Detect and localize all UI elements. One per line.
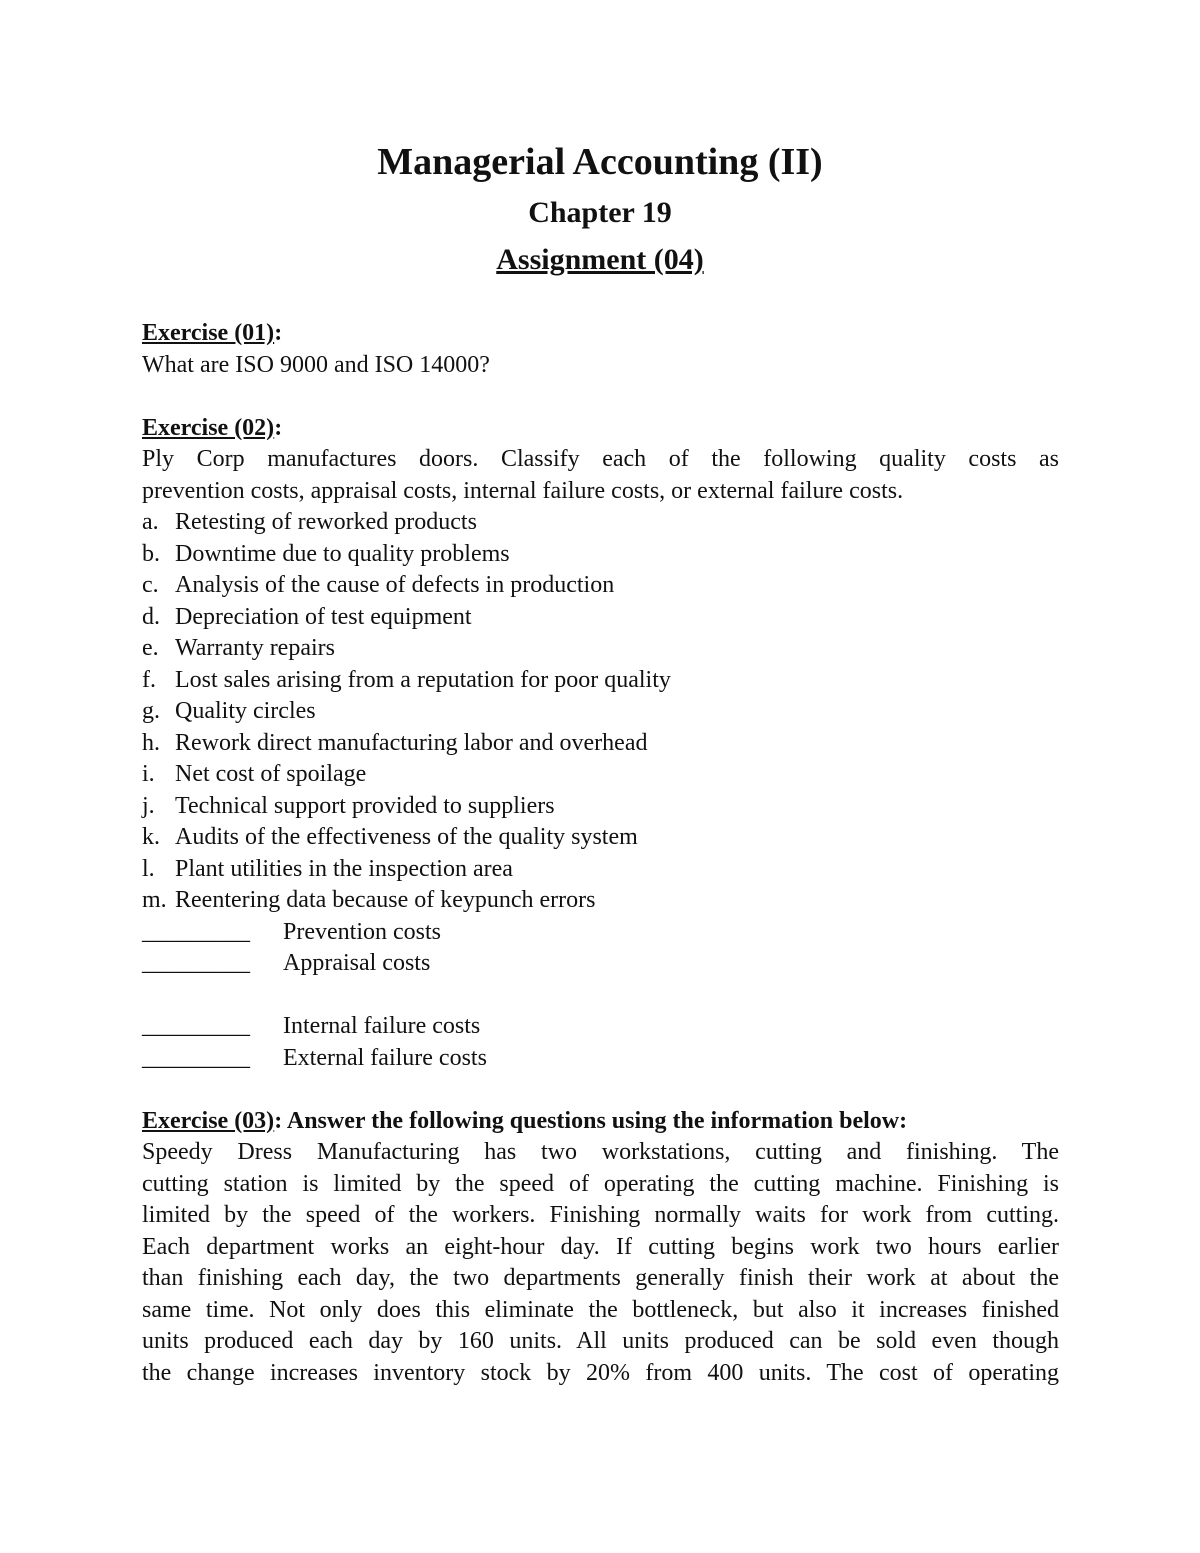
item-letter: i. bbox=[142, 761, 155, 787]
item-letter: j. bbox=[142, 792, 155, 819]
spacer bbox=[142, 1074, 1059, 1106]
item-text: Analysis of the cause of defects in production bbox=[175, 572, 615, 598]
exercise-01-colon: : bbox=[274, 320, 283, 346]
item-text: Reentering data because of keypunch errors bbox=[175, 887, 596, 913]
item-letter: f. bbox=[142, 666, 156, 693]
paragraph-line: Speedy Dress Manufacturing has two workstations, cutting and finishing. The bbox=[142, 1139, 1059, 1165]
answer-blank[interactable]: _________ bbox=[142, 1013, 250, 1039]
item-letter: k. bbox=[142, 824, 160, 850]
category-label: Prevention costs bbox=[283, 918, 441, 945]
chapter-heading: Chapter 19 bbox=[528, 196, 672, 229]
answer-row-external-failure bbox=[142, 1043, 1059, 1075]
exercise-02-colon: : bbox=[274, 414, 283, 441]
item-letter: h. bbox=[142, 729, 160, 756]
answer-row-prevention bbox=[142, 917, 1059, 949]
answer-blank[interactable]: _________ bbox=[142, 1044, 250, 1071]
list-item bbox=[142, 854, 1059, 886]
document-title: Managerial Accounting (II) bbox=[377, 141, 823, 183]
item-text: Quality circles bbox=[175, 698, 316, 724]
item-letter: b. bbox=[142, 540, 160, 567]
list-item bbox=[142, 791, 1059, 823]
list-item bbox=[142, 665, 1059, 697]
category-label: Appraisal costs bbox=[283, 950, 431, 976]
paragraph-line: same time. Not only does this eliminate the bottleneck, but also it increases finished bbox=[142, 1296, 1059, 1323]
spacer bbox=[142, 980, 1059, 1012]
exercise-01-label: Exercise (01) bbox=[142, 320, 275, 346]
item-text: Warranty repairs bbox=[175, 635, 335, 661]
answer-row-internal-failure bbox=[142, 1011, 1059, 1043]
answer-row-appraisal bbox=[142, 948, 1059, 980]
exercise-03-label: Exercise (03) bbox=[142, 1107, 275, 1134]
exercise-01-heading bbox=[142, 318, 1059, 350]
list-item bbox=[142, 633, 1059, 665]
category-label: Internal failure costs bbox=[283, 1013, 481, 1039]
exercise-02-intro-line: Ply Corp manufactures doors. Classify each of the following quality costs as bbox=[142, 446, 1059, 472]
item-letter: e. bbox=[142, 635, 159, 661]
list-item bbox=[142, 507, 1059, 539]
exercise-01-question: What are ISO 9000 and ISO 14000? bbox=[142, 351, 490, 378]
item-text: Rework direct manufacturing labor and overhead bbox=[175, 729, 648, 756]
paragraph-line: cutting station is limited by the speed of operating the cutting machine. Finishing is bbox=[142, 1170, 1059, 1197]
item-text: Net cost of spoilage bbox=[175, 761, 367, 787]
quality-cost-list bbox=[142, 507, 1059, 917]
paragraph-line: the change increases inventory stock by 20% from 400 units. The cost of operating bbox=[142, 1359, 1059, 1386]
list-item bbox=[142, 570, 1059, 602]
item-letter: m. bbox=[142, 887, 167, 913]
list-item bbox=[142, 759, 1059, 791]
paragraph-line: limited by the speed of the workers. Finishing normally waits for work from cutting. bbox=[142, 1202, 1059, 1228]
answer-blank[interactable]: _________ bbox=[142, 918, 250, 945]
item-text: Downtime due to quality problems bbox=[175, 540, 510, 567]
assignment-heading: Assignment (04) bbox=[496, 243, 704, 276]
exercise-02-label: Exercise (02) bbox=[142, 414, 275, 441]
cost-category-answers bbox=[142, 917, 1059, 1075]
item-letter: c. bbox=[142, 572, 159, 598]
item-letter: g. bbox=[142, 698, 160, 724]
item-letter: d. bbox=[142, 603, 160, 630]
document-body bbox=[142, 318, 1059, 1389]
list-item bbox=[142, 822, 1059, 854]
list-item bbox=[142, 696, 1059, 728]
exercise-02-heading bbox=[142, 413, 1059, 445]
paragraph-line: than finishing each day, the two departments generally finish their work at about the bbox=[142, 1265, 1059, 1291]
item-letter: a. bbox=[142, 509, 159, 535]
exercise-03-heading bbox=[142, 1106, 1059, 1138]
paragraph-line: units produced each day by 160 units. All units produced can be sold even though bbox=[142, 1328, 1059, 1354]
list-item bbox=[142, 885, 1059, 917]
item-text: Retesting of reworked products bbox=[175, 509, 477, 535]
item-letter: l. bbox=[142, 855, 155, 882]
item-text: Depreciation of test equipment bbox=[175, 603, 472, 630]
item-text: Technical support provided to suppliers bbox=[175, 792, 555, 819]
list-item bbox=[142, 539, 1059, 571]
item-text: Lost sales arising from a reputation for poor quality bbox=[175, 666, 671, 693]
exercise-02-intro-line: prevention costs, appraisal costs, internal failure costs, or external failure costs. bbox=[142, 477, 904, 504]
category-label: External failure costs bbox=[283, 1044, 487, 1071]
paragraph-line: Each department works an eight-hour day. If cutting begins work two hours earlier bbox=[142, 1233, 1059, 1260]
exercise-03-paragraph bbox=[142, 1137, 1059, 1389]
item-text: Audits of the effectiveness of the quality system bbox=[175, 824, 638, 850]
spacer bbox=[142, 381, 1059, 413]
list-item bbox=[142, 602, 1059, 634]
list-item bbox=[142, 728, 1059, 760]
exercise-03-instruction: : Answer the following questions using the information below: bbox=[274, 1107, 908, 1134]
item-text: Plant utilities in the inspection area bbox=[175, 855, 513, 882]
answer-blank[interactable]: _________ bbox=[142, 950, 250, 976]
